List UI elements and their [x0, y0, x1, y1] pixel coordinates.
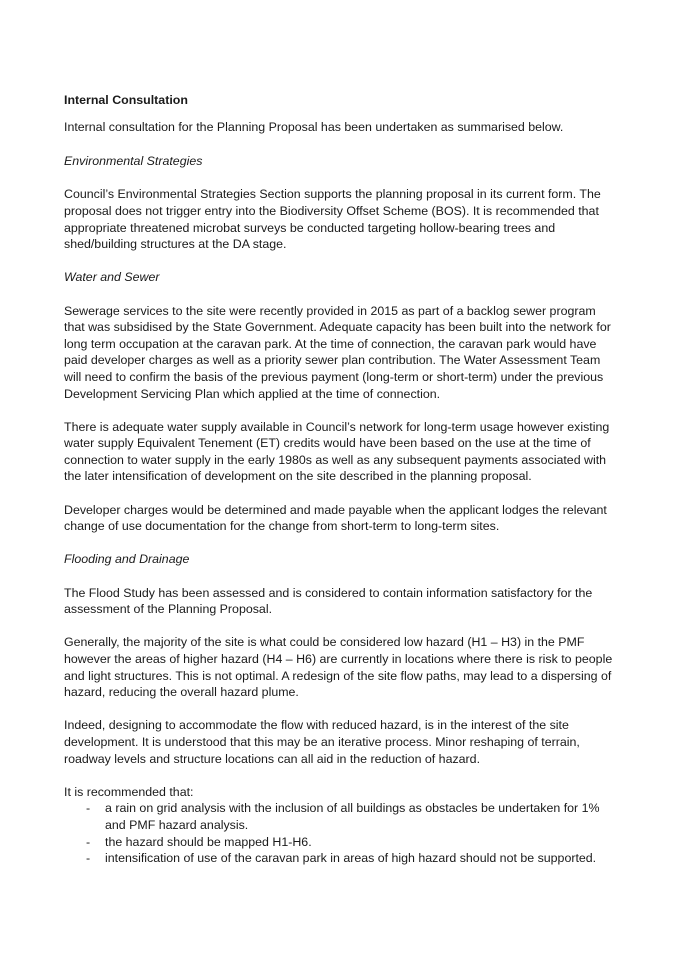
- list-item: [64, 850, 614, 867]
- list-item: [64, 800, 614, 833]
- paragraph: Sewerage services to the site were recently provided in 2015 as part of a backlog sewer program that was subsidised by the State Government. Adequate capacity has been built into the network for long term occupation at the caravan park. At the time of connection, the caravan park would have paid developer charges as well as a priority sewer plan contribution. The Water Assessment Team will need to confirm the basis of the previous payment (long-term or short-term) under the previous Development Servicing Plan which applied at the time of connection.: [64, 303, 611, 401]
- recommendation-lead: It is recommended that:: [64, 784, 194, 799]
- subheading-environmental: Environmental Strategies: [64, 154, 203, 169]
- bullet-dash: -: [86, 801, 91, 816]
- list-item: [64, 834, 614, 851]
- bullet-dash: -: [86, 834, 91, 849]
- paragraph: Generally, the majority of the site is what could be considered low hazard (H1 – H3) in the PMF however the areas of higher hazard (H4 – H6) are currently in locations where there is risk to people and light structures. This is not optimal. A redesign of the site flow paths, may lead to a dispersing of hazard, reducing the overall hazard plume.: [64, 635, 613, 700]
- section-heading: Internal Consultation: [64, 93, 188, 107]
- intro-paragraph: Internal consultation for the Planning Proposal has been undertaken as summarised below.: [64, 119, 564, 134]
- paragraph: Indeed, designing to accommodate the flow with reduced hazard, is in the interest of the site development. It is understood that this may be an iterative process. Minor reshaping of terrain, roadway levels and structure locations can all aid in the reduction of hazard.: [64, 718, 580, 766]
- paragraph: There is adequate water supply available in Council’s network for long-term usage however existing water supply Equivalent Tenement (ET) credits would have been based on the use at the time of connection to water supply in the early 1980s as well as any subsequent payments associated with the later intensification of development on the site described in the planning proposal.: [64, 419, 610, 484]
- list-item-text: intensification of use of the caravan park in areas of high hazard should not be supported.: [105, 851, 597, 866]
- list-item-text: a rain on grid analysis with the inclusion of all buildings as obstacles be undertaken for 1% and PMF hazard analysis.: [105, 801, 600, 832]
- recommendation-list: [64, 800, 614, 866]
- subheading-water-sewer: Water and Sewer: [64, 270, 160, 285]
- document-page: [64, 92, 614, 867]
- paragraph: Developer charges would be determined and made payable when the applicant lodges the relevant change of use documentation for the change from short-term to long-term sites.: [64, 502, 607, 534]
- subheading-flooding-drainage: Flooding and Drainage: [64, 552, 190, 567]
- bullet-dash: -: [86, 851, 91, 866]
- paragraph: Council’s Environmental Strategies Section supports the planning proposal in its current form. The proposal does not trigger entry into the Biodiversity Offset Scheme (BOS). It is recommended that appropriate threatened microbat surveys be conducted targeting hollow-bearing trees and shed/building structures at the DA stage.: [64, 187, 601, 252]
- paragraph: The Flood Study has been assessed and is considered to contain information satisfactory for the assessment of the Planning Proposal.: [64, 585, 593, 617]
- list-item-text: the hazard should be mapped H1-H6.: [105, 834, 312, 849]
